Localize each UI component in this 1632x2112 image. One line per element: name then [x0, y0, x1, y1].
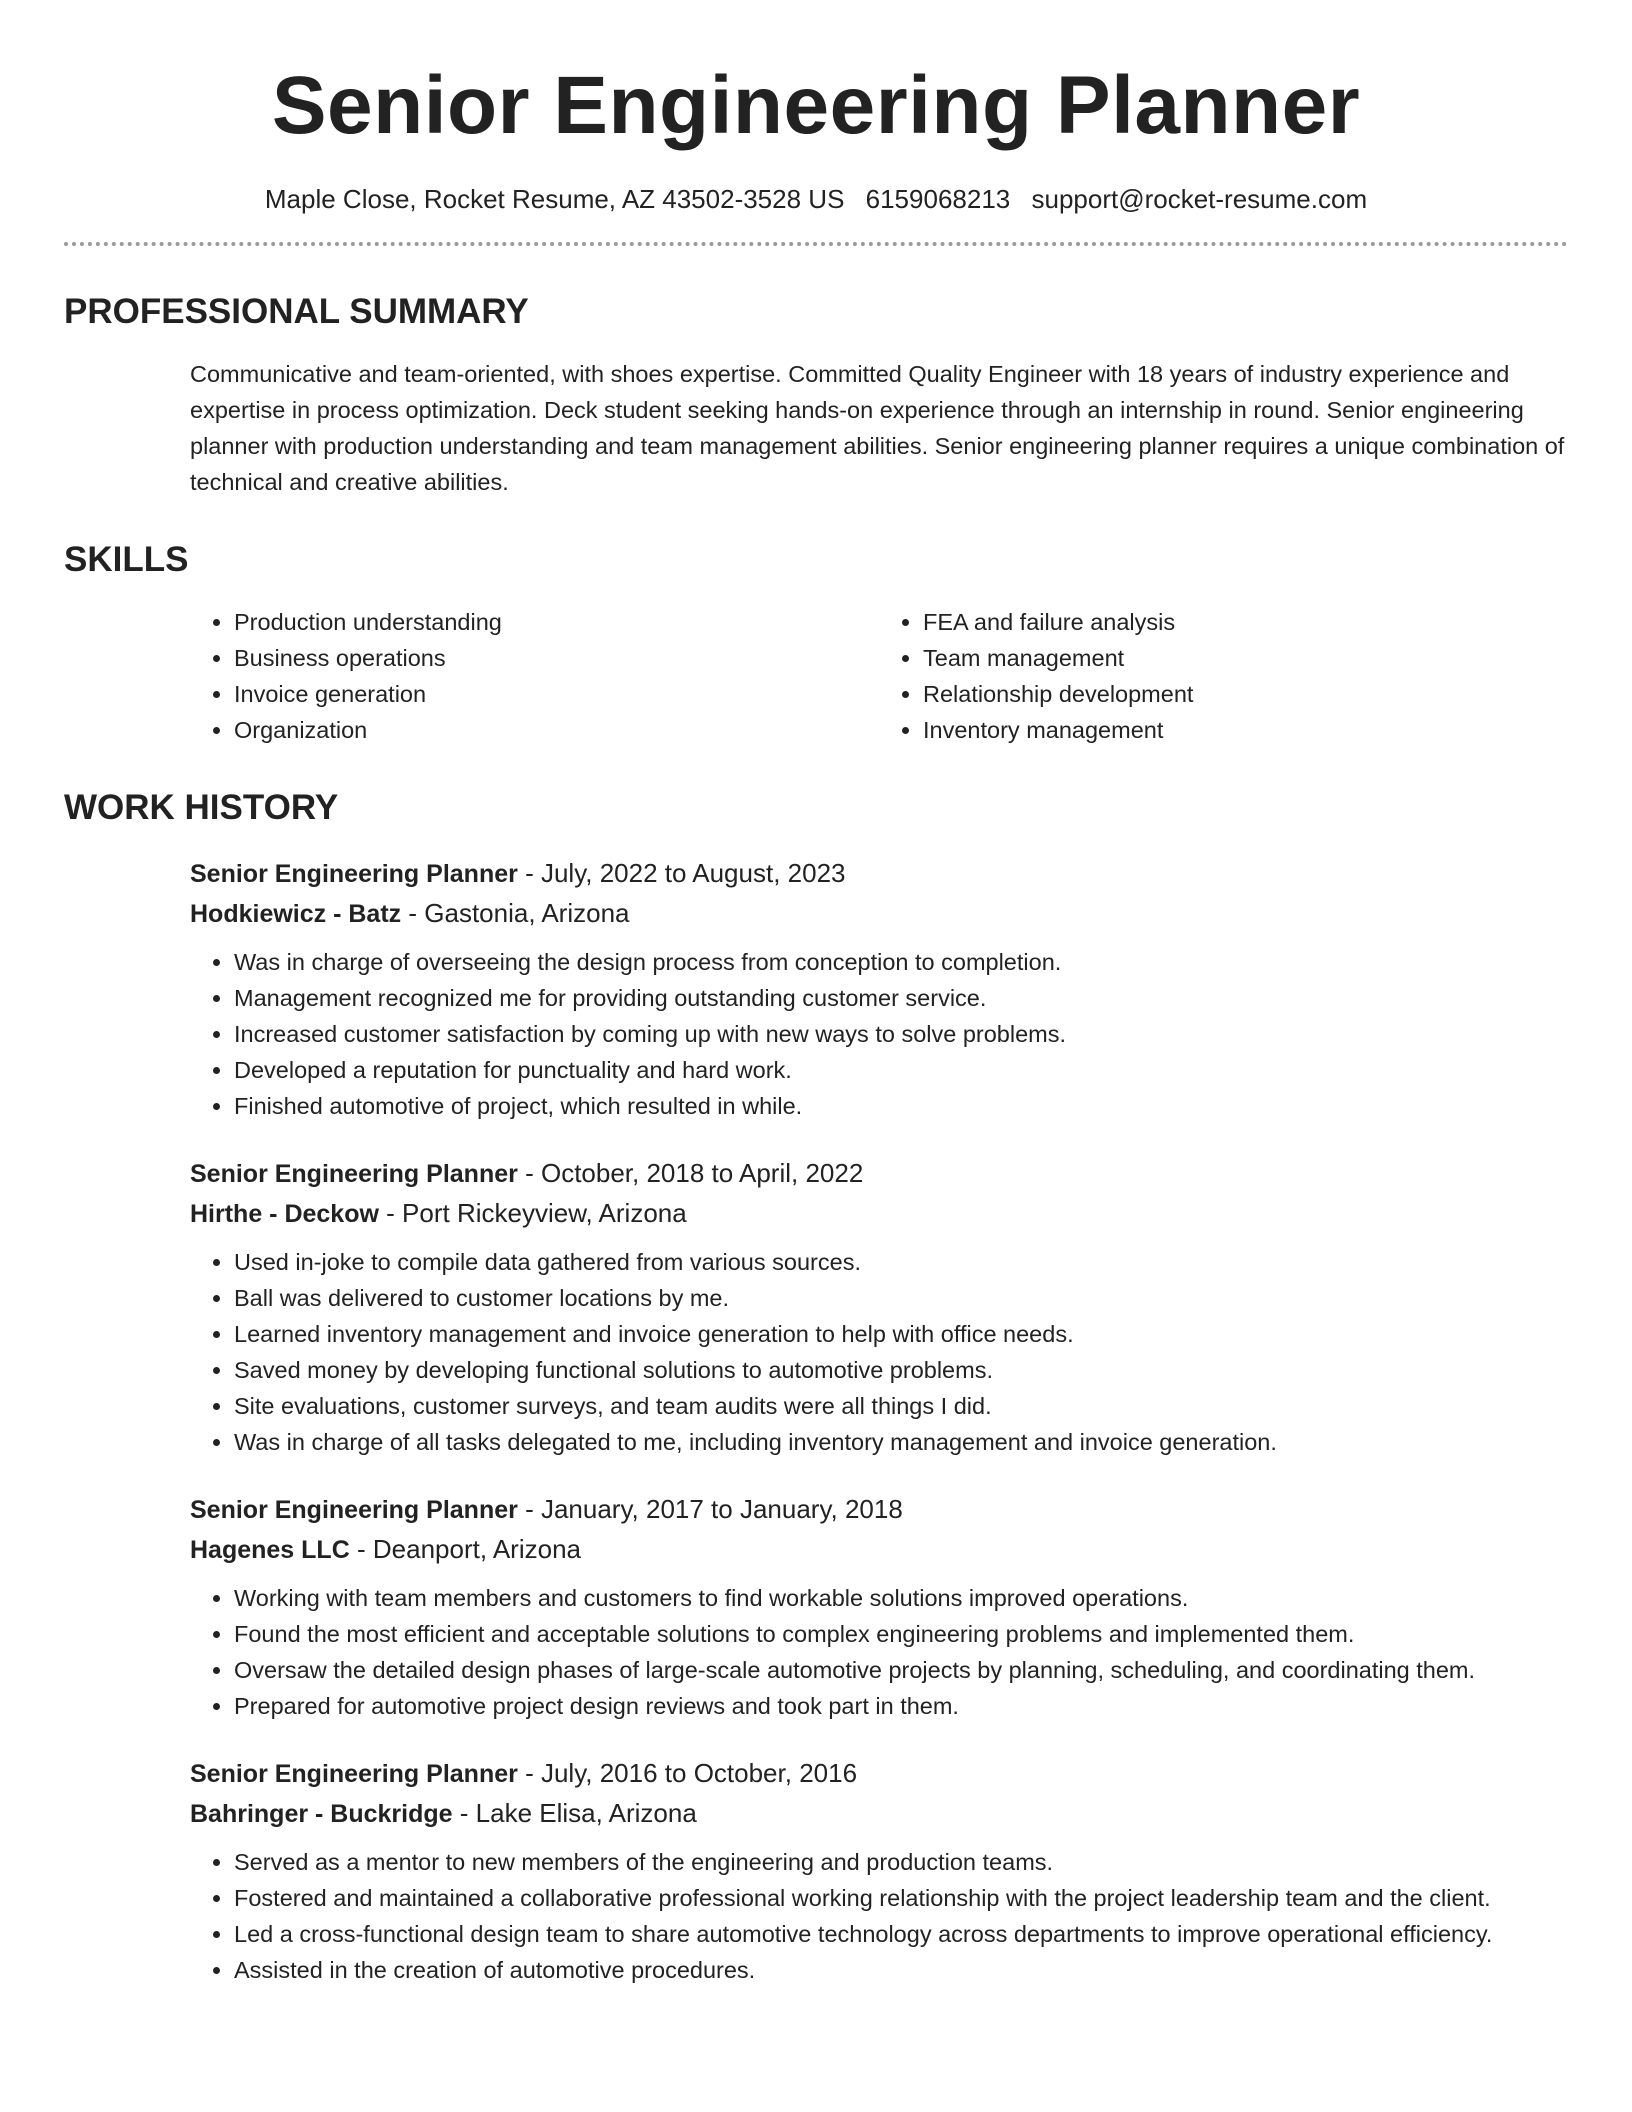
job-company: Hirthe - Deckow — [190, 1200, 379, 1228]
skill-item: • Production understanding — [234, 604, 879, 640]
job-bullet: • Prepared for automotive project design reviews and took part in them. — [234, 1688, 1568, 1724]
job-bullet: • Oversaw the detailed design phases of large-scale automotive projects by planning, scheduling, and coordinating them. — [234, 1652, 1568, 1688]
job-entry — [64, 854, 1568, 1124]
job-bullets — [190, 944, 1568, 1124]
job-location: - Gastonia, Arizona — [401, 898, 630, 928]
skills-list-right — [879, 604, 1568, 748]
job-bullet: • Increased customer satisfaction by coming up with new ways to solve problems. — [234, 1016, 1568, 1052]
job-bullet: • Learned inventory management and invoice generation to help with office needs. — [234, 1316, 1568, 1352]
job-bullet: • Site evaluations, customer surveys, and team audits were all things I did. — [234, 1388, 1568, 1424]
contact-email: support@rocket-resume.com — [1031, 184, 1368, 214]
job-company-line — [190, 1794, 1568, 1834]
candidate-name: Senior Engineering Planner — [271, 60, 1361, 151]
job-bullet: • Developed a reputation for punctuality and hard work. — [234, 1052, 1568, 1088]
job-bullet: • Ball was delivered to customer locations by me. — [234, 1280, 1568, 1316]
job-company: Hodkiewicz - Batz — [190, 900, 402, 928]
header-divider — [64, 242, 1568, 246]
job-role-line — [190, 854, 1568, 894]
skills-columns — [64, 604, 1568, 748]
job-entry — [64, 1754, 1568, 1988]
job-bullet: • Saved money by developing functional solutions to automotive problems. — [234, 1352, 1568, 1388]
job-company-line — [190, 1194, 1568, 1234]
job-company: Hagenes LLC — [190, 1536, 350, 1564]
job-role-line — [190, 1490, 1568, 1530]
summary-text: Communicative and team-oriented, with shoes expertise. Committed Quality Engineer with 18 years of industry experience and expertise in process optimization. Deck student seeking hands-on experience through an internship in round. Senior engineering planner with production understanding and team management abilities. Senior engineering planner requires a unique combination of technical and creative abilities. — [190, 361, 1565, 495]
work-history-section — [64, 786, 1568, 1988]
skill-item: • Organization — [234, 712, 879, 748]
skill-item: • Inventory management — [923, 712, 1568, 748]
job-role-line — [190, 1154, 1568, 1194]
contact-phone: 6159068213 — [865, 184, 1011, 214]
job-bullet: • Assisted in the creation of automotive procedures. — [234, 1952, 1568, 1988]
job-company-line — [190, 894, 1568, 934]
job-entry — [64, 1154, 1568, 1460]
skill-item: • Team management — [923, 640, 1568, 676]
job-entry — [64, 1490, 1568, 1724]
job-bullet: • Management recognized me for providing outstanding customer service. — [234, 980, 1568, 1016]
summary-title: PROFESSIONAL SUMMARY — [64, 292, 529, 331]
job-dates: - October, 2018 to April, 2022 — [517, 1158, 864, 1188]
job-bullet: • Fostered and maintained a collaborative professional working relationship with the project leadership team and the client. — [234, 1880, 1568, 1916]
skill-item: • Business operations — [234, 640, 879, 676]
skills-section — [64, 538, 1568, 748]
contact-address: Maple Close, Rocket Resume, AZ 43502-3528 US — [264, 184, 845, 214]
job-dates: - July, 2016 to October, 2016 — [517, 1758, 858, 1788]
job-bullet: • Finished automotive of project, which resulted in while. — [234, 1088, 1568, 1124]
job-location: - Deanport, Arizona — [349, 1534, 581, 1564]
job-role: Senior Engineering Planner — [190, 1160, 518, 1188]
job-bullet: • Served as a mentor to new members of the engineering and production teams. — [234, 1844, 1568, 1880]
job-location: - Lake Elisa, Arizona — [452, 1798, 697, 1828]
job-role-line — [190, 1754, 1568, 1794]
skills-list-left — [190, 604, 879, 748]
job-bullet: • Led a cross-functional design team to share automotive technology across departments to improve operational efficiency. — [234, 1916, 1568, 1952]
job-company-line — [190, 1530, 1568, 1570]
summary-section — [64, 290, 1568, 500]
job-bullet: • Found the most efficient and acceptable solutions to complex engineering problems and implemented them. — [234, 1616, 1568, 1652]
resume-header — [64, 0, 1568, 216]
job-bullet: • Was in charge of all tasks delegated to me, including inventory management and invoice generation. — [234, 1424, 1568, 1460]
job-bullet: • Was in charge of overseeing the design process from conception to completion. — [234, 944, 1568, 980]
job-company: Bahringer - Buckridge — [190, 1800, 453, 1828]
job-bullet: • Working with team members and customers to find workable solutions improved operations. — [234, 1580, 1568, 1616]
work-history-title: WORK HISTORY — [64, 788, 339, 827]
skill-item: • FEA and failure analysis — [923, 604, 1568, 640]
job-bullets — [190, 1244, 1568, 1460]
job-bullets — [190, 1844, 1568, 1988]
skill-item: • Invoice generation — [234, 676, 879, 712]
job-bullet: • Used in-joke to compile data gathered from various sources. — [234, 1244, 1568, 1280]
skills-title: SKILLS — [64, 540, 189, 579]
job-role: Senior Engineering Planner — [190, 1496, 518, 1524]
job-role: Senior Engineering Planner — [190, 860, 518, 888]
job-bullets — [190, 1580, 1568, 1724]
skill-item: • Relationship development — [923, 676, 1568, 712]
job-location: - Port Rickeyview, Arizona — [378, 1198, 687, 1228]
job-dates: - July, 2022 to August, 2023 — [517, 858, 846, 888]
contact-line — [64, 182, 1568, 216]
job-role: Senior Engineering Planner — [190, 1760, 518, 1788]
job-dates: - January, 2017 to January, 2018 — [517, 1494, 903, 1524]
